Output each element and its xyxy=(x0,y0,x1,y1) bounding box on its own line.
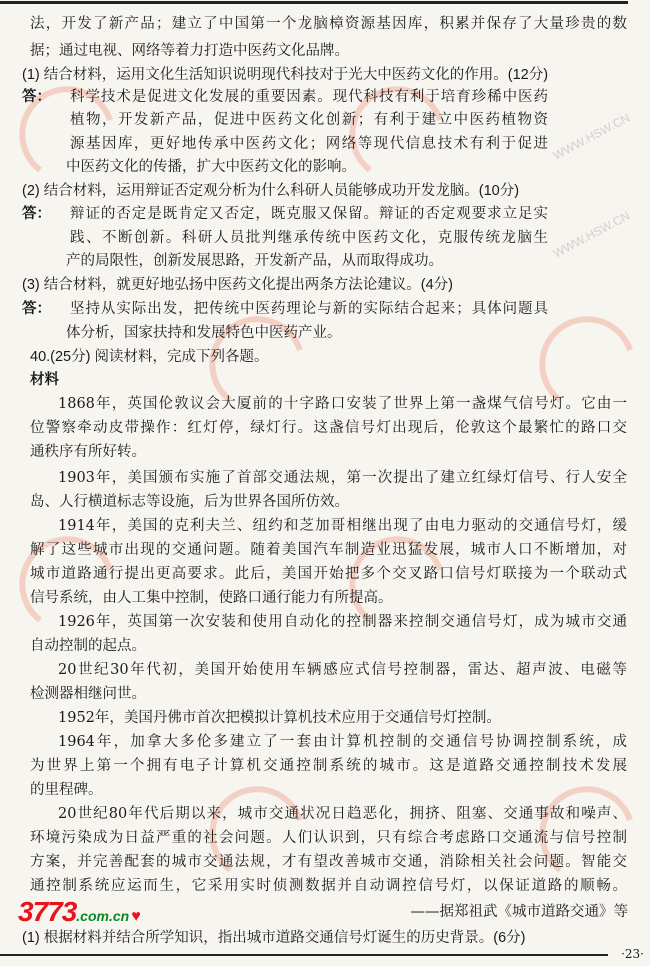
answer-line: 答： xyxy=(22,301,51,317)
text-line: 城市道路通行提出更高要求。此后，美国开始把多个交叉路口信号灯联接为一个联动式 xyxy=(30,566,627,582)
text-line: 自动控制的起点。 xyxy=(30,638,146,654)
answer-line: 产的局限性，创新发展思路，开发新产品，从而取得成功。 xyxy=(66,253,443,269)
text-line: ——据郑祖武《城市道路交通》等 xyxy=(410,904,628,920)
text-line: 岛、人行横道标志等设施，后为世界各国所仿效。 xyxy=(30,494,349,510)
text-line: 位警察牵动皮带操作：红灯停，绿灯行。这盏信号灯出现后，伦敦这个最繁忙的路口交 xyxy=(30,420,627,436)
text-line: 方案，并完善配套的城市交通法规，才有望改善城市交通，消除相关社会问题。智能交 xyxy=(30,854,627,870)
text-line: 通秩序有所好转。 xyxy=(30,444,146,460)
answer-line: 植物，开发新产品，促进中医药文化创新；有利于建立中医药植物资 xyxy=(70,112,548,128)
text-line: 20世纪80年代后期以来，城市交通状况日趋恶化，拥挤、阻塞、交通事故和噪声、 xyxy=(58,806,627,822)
text-line: 材料 xyxy=(30,372,59,388)
page-number: ·23· xyxy=(621,947,644,961)
text-line: 环境污染成为日益严重的社会问题。人们认识到，只有综合考虑路口交通流与信号控制 xyxy=(30,830,627,846)
text-line: 检测器相继问世。 xyxy=(30,686,146,702)
text-line: 为世界上第一个拥有电子计算机交通控制系统的城市。这是道路交通控制技术发展 xyxy=(30,758,627,774)
answer-line: 辩证的否定是既肯定又否定，既克服又保留。辩证的否定观要求立足实 xyxy=(70,206,548,222)
question-line: (3) 结合材料，就更好地弘扬中医药文化提出两条方法论建议。(4分) xyxy=(22,277,453,293)
text-line: 通控制系统应运而生，它采用实时侦测数据并自动调控信号灯，以保证道路的顺畅。 xyxy=(30,878,627,894)
answer-line: 源基因库，更好地传承中医药文化；网络等现代信息技术有利于促进 xyxy=(70,136,548,152)
text-line: 1952年，美国丹佛市首次把模拟计算机技术应用于交通信号灯控制。 xyxy=(58,710,501,726)
top-rule xyxy=(0,1,628,4)
question-line: (1) 根据材料并结合所学知识，指出城市道路交通信号灯诞生的历史背景。(6分) xyxy=(22,930,526,946)
text-line: 的里程碑。 xyxy=(30,782,103,798)
text-line: 1964年，加拿大多伦多建立了一套由计算机控制的交通信号协调控制系统，成 xyxy=(58,734,627,750)
watermark-url: WWW.HSW.CN xyxy=(550,110,633,163)
question-line: (1) 结合材料，运用文化生活知识说明现代科技对于光大中医药文化的作用。(12分) xyxy=(22,67,549,83)
answer-line: 坚持从实际出发，把传统中医药理论与新的实际结合起来；具体问题具 xyxy=(70,301,548,317)
answer-line: 答： xyxy=(22,206,51,222)
answer-line: 中医药文化的传播，扩大中医药文化的影响。 xyxy=(66,159,356,175)
text-line: 信号系统，由人工集中控制，使路口通行能力有所提高。 xyxy=(30,590,393,606)
text-line: 1868年，英国伦敦议会大厦前的十字路口安装了世界上第一盏煤气信号灯。它由一 xyxy=(58,396,627,412)
bottom-rule xyxy=(0,954,608,956)
logo-main: 3773 xyxy=(18,896,77,927)
logo-domain: .com.cn xyxy=(76,908,130,924)
text-line: 40.(25分) 阅读材料，完成下列各题。 xyxy=(30,349,269,365)
site-logo xyxy=(18,896,141,927)
text-line: 20世纪30年代初，美国开始使用车辆感应式信号控制器，雷达、超声波、电磁等 xyxy=(58,662,627,678)
text-line: 1926年，英国第一次安装和使用自动化的控制器来控制交通信号灯，成为城市交通 xyxy=(58,614,627,630)
text-line: 1903年，美国颁布实施了首部交通法规，第一次提出了建立红绿灯信号、行人安全 xyxy=(58,470,627,486)
text-line: 1914年，美国的克利夫兰、纽约和芝加哥相继出现了由电力驱动的交通信号灯，缓 xyxy=(58,518,627,534)
heart-icon: ♥ xyxy=(131,908,141,925)
text-line: 法，开发了新产品；建立了中国第一个龙脑樟资源基因库，积累并保存了大量珍贵的数 xyxy=(30,16,627,32)
answer-line: 践、不断创新。科研人员批判继承传统中医药文化，克服传统龙脑生 xyxy=(70,230,548,246)
answer-line: 答： xyxy=(22,89,51,105)
answer-line: 科学技术是促进文化发展的重要因素。现代科技有利于培育珍稀中医药 xyxy=(70,89,548,105)
text-line: 解了这些城市出现的交通问题。随着美国汽车制造业迅猛发展，城市人口不断增加，对 xyxy=(30,542,627,558)
text-line: 据；通过电视、网络等着力打造中医药文化品牌。 xyxy=(30,43,349,59)
watermark-url: WWW.HSW.CN xyxy=(550,208,633,261)
question-line: (2) 结合材料，运用辩证否定观分析为什么科研人员能够成功开发龙脑。(10分) xyxy=(22,183,520,199)
answer-line: 体分析，国家扶持和发展特色中医药产业。 xyxy=(66,325,342,341)
